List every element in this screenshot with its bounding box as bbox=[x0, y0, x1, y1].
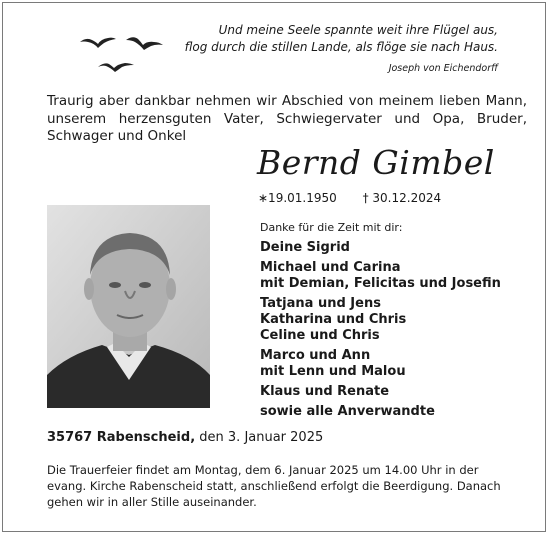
family-group bbox=[260, 240, 530, 256]
quote-line-2: flog durch die stillen Lande, als flöge sie nach Haus. bbox=[184, 40, 498, 54]
family-group bbox=[260, 404, 530, 420]
family-member: Celine und Chris bbox=[260, 328, 380, 343]
family-member: Michael und Carina bbox=[260, 260, 401, 275]
family-member: mit Demian, Felicitas und Josefin bbox=[260, 276, 501, 291]
quote-block bbox=[168, 22, 498, 77]
family-member: Tatjana und Jens bbox=[260, 296, 381, 311]
portrait-photo bbox=[47, 205, 210, 408]
family-group bbox=[260, 296, 530, 344]
thanks-line: Danke für die Zeit mit dir: bbox=[260, 221, 403, 234]
quote-line-1: Und meine Seele spannte weit ihre Flügel aus, bbox=[218, 23, 498, 37]
place: 35767 Rabenscheid, bbox=[47, 430, 196, 445]
family-member: Marco und Ann bbox=[260, 348, 371, 363]
family-group bbox=[260, 348, 530, 380]
family-member: Deine Sigrid bbox=[260, 240, 350, 255]
birth-date: ∗19.01.1950 bbox=[258, 191, 337, 205]
family-list bbox=[260, 221, 530, 424]
life-dates bbox=[258, 191, 441, 205]
family-group bbox=[260, 384, 530, 400]
place-date-line bbox=[47, 430, 323, 445]
death-date: † 30.12.2024 bbox=[362, 191, 442, 205]
notice-date: den 3. Januar 2025 bbox=[199, 430, 324, 445]
family-member: sowie alle Anverwandte bbox=[260, 404, 435, 419]
quote-author: Joseph von Eichendorff bbox=[388, 63, 498, 74]
funeral-info: Die Trauerfeier findet am Montag, dem 6. Januar 2025 um 14.00 Uhr in der evang. Kirche Rabenscheid statt, anschließend erfolgt die Beerdigung. Danach gehen wir in aller Stille auseinander. bbox=[47, 463, 501, 509]
birds-icon bbox=[78, 30, 178, 75]
family-member: Klaus und Renate bbox=[260, 384, 390, 399]
deceased-name: Bernd Gimbel bbox=[257, 143, 495, 182]
family-member: mit Lenn und Malou bbox=[260, 364, 406, 379]
family-member: Katharina und Chris bbox=[260, 312, 407, 327]
intro-text: Traurig aber dankbar nehmen wir Abschied von meinem lieben Mann, unserem herzensguten Vater, Schwiegervater und Opa, Bruder, Schwager und Onkel bbox=[47, 93, 527, 144]
family-group bbox=[260, 260, 530, 292]
